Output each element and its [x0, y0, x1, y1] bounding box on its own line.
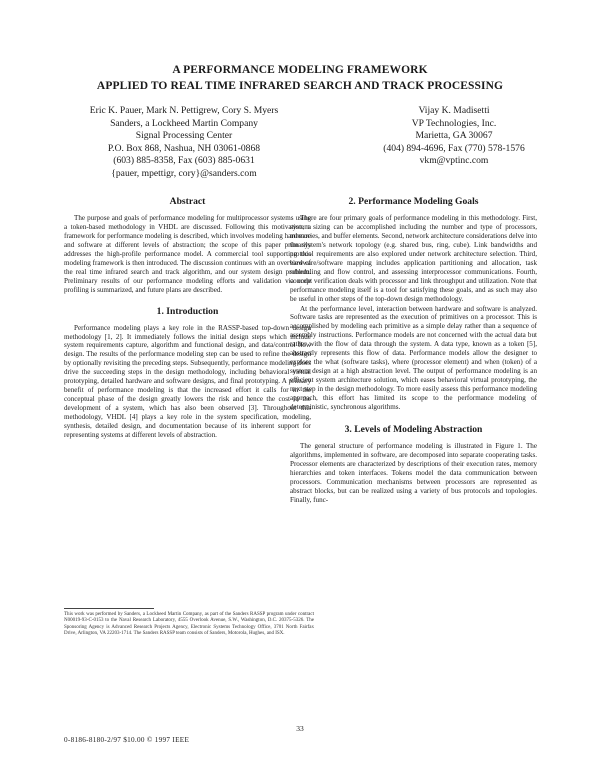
author-email: {pauer, mpettigr, cory}@sanders.com [111, 167, 257, 179]
introduction-text: Performance modeling plays a key role in the RASSP-based top-down design methodology [1, 2]. It immediately follows the initial design steps which include system requirements capture, algorithm and functional design, and data/control flow design. The results of the performance modeling step can be used to refine the design by optionally revisiting the preceding steps. Subsequently, performance modeling does drive the succeeding steps in the design methodology, including behavioral virtual prototyping, detailed hardware and software designs, and final prototyping. A primary benefit of performance modeling is that the increased effort it calls for in the conceptual phase of the design greatly lowers the risk and hence the cost in the development of a system, which has also been observed [3]. Throughout this methodology, VHDL [4] plays a key role in the system specification, modeling, synthesis, detailed design, and documentation because of its inherent support for representing systems at different levels of abstraction. [64, 323, 311, 440]
introduction-heading: 1. Introduction [156, 305, 219, 317]
footnote-divider [64, 608, 154, 609]
author-address: P.O. Box 868, Nashua, NH 03061-0868 [107, 142, 261, 154]
levels-text: The general structure of performance modeling is illustrated in Figure 1. The algorithms, implemented in software, are decomposed into separate cooperating tasks. Processor elements are characterized by descriptions of their execution rates, memory hierarchies and token interfaces. Tokens model the data communication between processors. Communication mechanisms between processors are represented as abstract blocks, but can be realized using a variety of bus protocols and topologies. Finally, func- [290, 441, 537, 504]
author-names: Eric K. Pauer, Mark N. Pettigrew, Cory S. Myers [89, 105, 279, 116]
goals-heading: 2. Performance Modeling Goals [348, 196, 479, 207]
author-affiliation: VP Technologies, Inc. [411, 117, 497, 129]
author-email: vkm@vptinc.com [419, 155, 489, 167]
author-department: Signal Processing Center [135, 130, 233, 142]
left-column [64, 196, 311, 440]
paper-title-line-1: A PERFORMANCE MODELING FRAMEWORK [172, 64, 428, 76]
page-number: 33 [296, 724, 304, 733]
copyright-line: 0-8186-8180-2/97 $10.00 © 1997 IEEE [64, 736, 190, 744]
author-affiliation: Sanders, a Lockheed Martin Company [110, 117, 258, 129]
abstract-heading: Abstract [169, 196, 206, 207]
funding-footnote: This work was performed by Sanders, a Lockheed Martin Company, as part of the Sanders RASSP program under contract N00019-93-C-0153 to the Naval Research Laboratory, 4555 Overlook Avenue, S.W., Washington, D.C. 20375-5326. The Sponsoring Agency is Advanced Research Projects Agency, Electronic Systems Technology Office, 3701 North Fairfax Drive, Arlington, VA 22203-1714. The Sanders RASSP team consists of Sanders, Motorola, Hughes, and ISX. [64, 612, 314, 637]
author-block-left [64, 105, 304, 181]
author-address: Marietta, GA 30067 [415, 130, 493, 142]
author-phone: (603) 885-8358, Fax (603) 885-0631 [113, 155, 255, 167]
goals-text-paragraph-1: There are four primary goals of performance modeling in this methodology. First, system sizing can be accomplished including the number and type of processors, memories, and buffer elements. Second, network architecture considerations delve into the system's network topology (e.g. shared bus, ring, cube). Link bandwidths and protocol requirements are also explored under network architecture selection. Third, hardware/software mapping includes application partitioning and allocation, task scheduling and flow control, and assessing interprocessor communications. Fourth, concept verification deals with processor and link throughput and utilization. Note that performance modeling itself is a tool for satisfying these goals, and as such may also be useful in other steps of the top-down design methodology. [290, 214, 537, 303]
goals-text-paragraph-2: At the performance level, interaction between hardware and software is analyzed. Software tasks are represented as the execution of primitives on a processor. This is accomplished by modeling each primitive as a simple delay rather than a sequence of assembly instructions. Performance models are not concerned with the actual data but rather with the flow of data through the system. A data type, known as a token [5], abstractly represents this flow of data. Performance models allow the designer to explore the what (software tasks), where (processor element) and when (token) of a system design at a high abstraction level. The output of performance modeling is an efficient system architecture solution, which eases behavioral virtual prototyping, the next step in the design methodology. To more easily assess this performance modeling approach, this effort has limited its scope to the performance modeling of deterministic, synchronous algorithms. [290, 304, 537, 412]
abstract-text: The purpose and goals of performance modeling for multiprocessor systems using a token-based methodology in VHDL are discussed. Following this motivation, a framework for performance modeling is described, which involves modeling hardware and software at different levels of abstraction; the scope of this paper primarily addresses the high-profile performance model. A commercial tool supporting this modeling framework is then introduced. The discussion continues with an overview of the real time infrared search and track algorithm, and our system design problem. Preliminary results of our performance modeling efforts and validation via code profiling is summarized, and future plans are described. [64, 214, 311, 294]
author-names: Vijay K. Madisetti [418, 105, 490, 116]
right-column [290, 196, 537, 505]
levels-heading: 3. Levels of Modeling Abstraction [344, 423, 483, 435]
author-phone: (404) 894-4696, Fax (770) 578-1576 [383, 142, 525, 154]
author-block-right [334, 105, 574, 168]
paper-title-line-2: APPLIED TO REAL TIME INFRARED SEARCH AND TRACK PROCESSING [96, 80, 504, 92]
